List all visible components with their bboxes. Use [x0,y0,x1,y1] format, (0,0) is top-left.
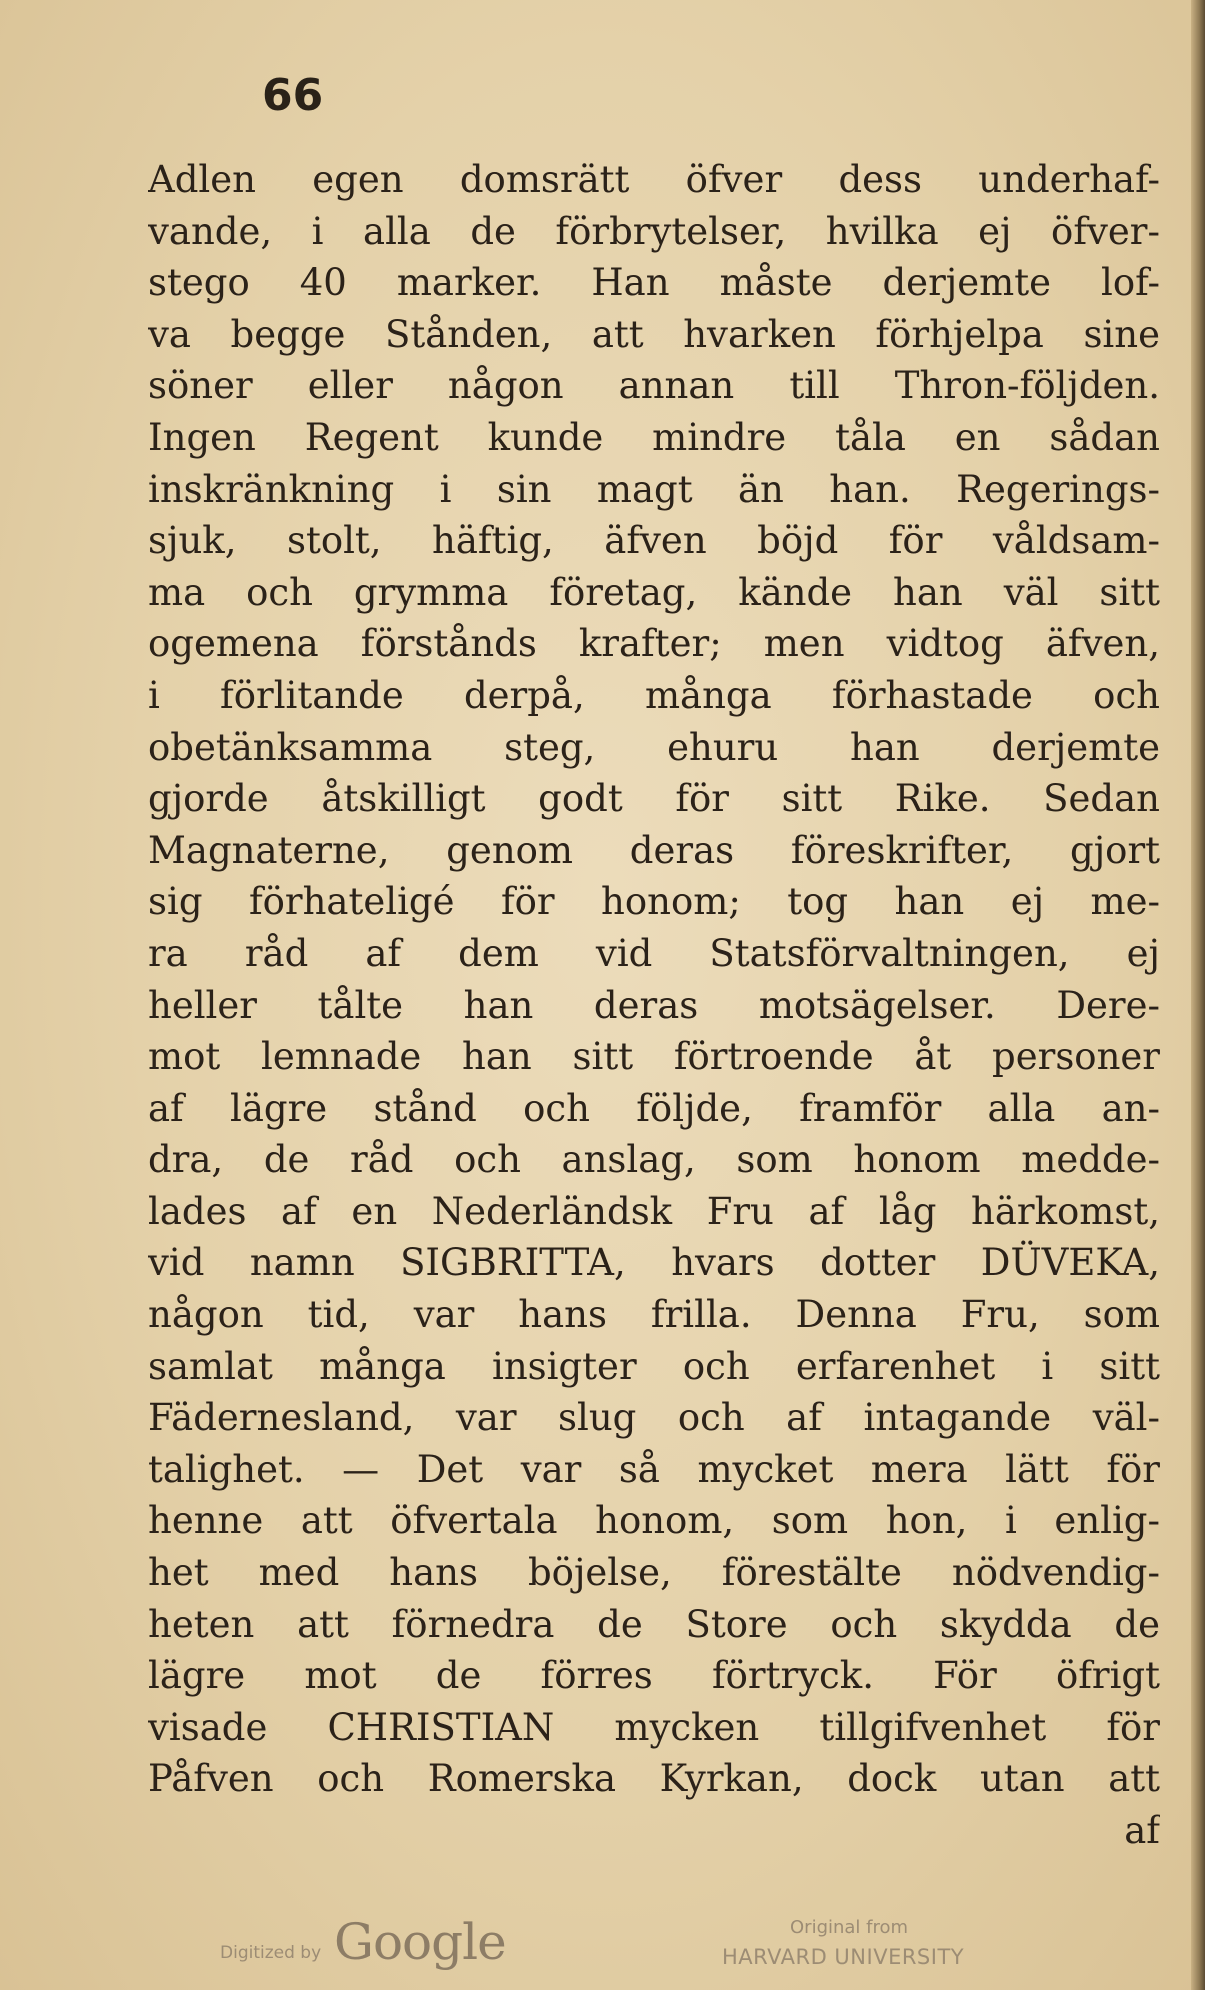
page-edge-shadow [1191,0,1205,1990]
text-line: Påfven och Romerska Kyrkan, dock utan att [148,1757,1160,1801]
text-line: va begge Stånden, att hvarken förhjelpa sine [148,312,1160,356]
text-line: henne att öfvertala honom, som hon, i enlig- [148,1499,1160,1543]
text-line: gjorde åtskilligt godt för sitt Rike. Sedan [148,777,1160,821]
text-line: Magnaterne, genom deras föreskrifter, gjort [148,828,1160,872]
text-line: heller tålte han deras motsägelser. Dere- [148,983,1160,1027]
text-line: inskränkning i sin magt än han. Regerings- [148,467,1160,511]
text-line: ma och grymma företag, kände han väl sitt [148,570,1160,614]
google-logo: Google [334,1913,506,1971]
text-line: ra råd af dem vid Statsförvaltningen, ej [148,931,1160,975]
text-line: i förlitande derpå, många förhastade och [148,673,1160,717]
text-line: söner eller någon annan till Thron-följden. [148,364,1160,408]
text-line: vid namn SIGBRITTA, hvars dotter DÜVEKA, [148,1241,1160,1285]
text-line: visade CHRISTIAN mycken tillgifvenhet för [148,1705,1160,1749]
text-line: sjuk, stolt, häftig, äfven böjd för våldsam- [148,519,1160,563]
text-line: mot lemnade han sitt förtroende åt personer [148,1035,1160,1079]
text-line: någon tid, var hans frilla. Denna Fru, som [148,1293,1160,1337]
text-line: lades af en Nederländsk Fru af låg härkomst, [148,1189,1160,1233]
text-line: samlat många insigter och erfarenhet i sitt [148,1344,1160,1388]
digitization-footer [0,1905,1205,1985]
text-line: ogemena förstånds krafter; men vidtog äfven, [148,622,1160,666]
text-line: stego 40 marker. Han måste derjemte lof- [148,261,1160,305]
text-line: obetänksamma steg, ehuru han derjemte [148,725,1160,769]
text-line: Ingen Regent kunde mindre tåla en sådan [148,415,1160,459]
text-line: vande, i alla de förbrytelser, hvilka ej öfver- [148,209,1160,253]
text-line: lägre mot de förres förtryck. För öfrigt [148,1654,1160,1698]
catchword: af [1124,1809,1160,1852]
text-line: dra, de råd och anslag, som honom medde- [148,1138,1160,1182]
original-from-label: Original from [790,1917,909,1938]
page-number: 66 [262,70,324,121]
source-library: HARVARD UNIVERSITY [722,1945,965,1969]
text-line: Fädernesland, var slug och af intagande väl- [148,1396,1160,1440]
text-line: het med hans böjelse, förestälte nödvendig- [148,1551,1160,1595]
text-line: talighet. — Det var så mycket mera lätt för [148,1447,1160,1491]
body-text [148,154,1160,1857]
digitized-by-label: Digitized by [220,1943,322,1963]
text-line: heten att förnedra de Store och skydda de [148,1602,1160,1646]
text-line: sig förhateligé för honom; tog han ej me- [148,880,1160,924]
text-line: Adlen egen domsrätt öfver dess underhaf- [148,158,1160,201]
text-line: af lägre stånd och följde, framför alla an- [148,1086,1160,1130]
